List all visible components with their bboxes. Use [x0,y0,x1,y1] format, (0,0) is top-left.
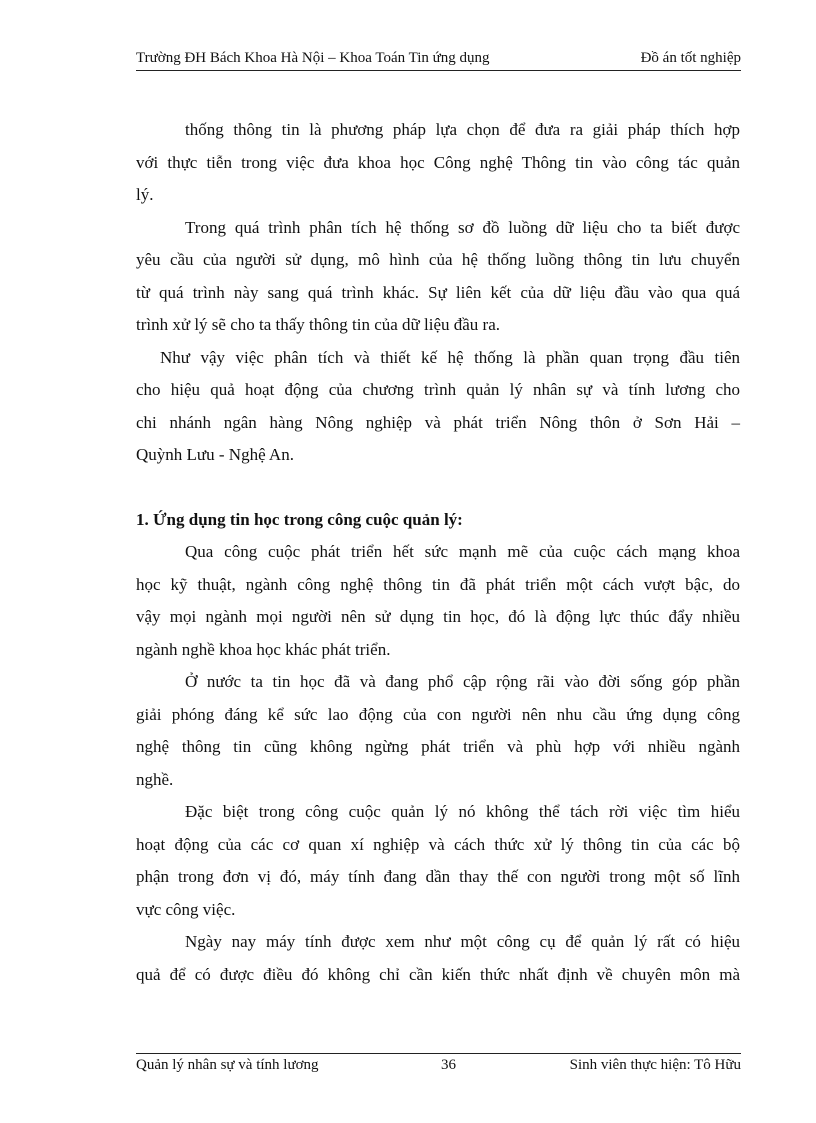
footer-thesis-title: Quản lý nhân sự và tính lương [136,1057,319,1073]
text-line: Trong quá trình phân tích hệ thống sơ đồ luồng dữ liệu cho ta biết được [185,217,740,237]
text-line: nghề. [136,769,174,789]
text-line: quả để có được điều đó không chỉ cần kiến thức nhất định về chuyên môn mà [136,964,740,984]
page-header [136,48,741,71]
text-line: nghệ thông tin cũng không ngừng phát triển và phù hợp với nhiều ngành [136,737,740,756]
text-line: ngành nghề khoa học khác phát triển. [136,639,391,659]
text-line: yêu cầu của người sử dụng, mô hình của hệ thống luồng thông tin lưu chuyển [136,250,740,269]
section-paragraph-3 [136,796,740,926]
page-number: 36 [441,1057,456,1073]
section-heading: 1. Ứng dụng tin học trong công cuộc quản lý: [136,509,463,529]
text-line: vậy mọi ngành mọi người nên sử dụng tin học, đó là động lực thúc đẩy nhiều [136,607,740,626]
text-line: giải phóng đáng kể sức lao động của con người nên nhu cầu ứng dụng công [136,704,740,724]
text-line: chi nhánh ngân hàng Nông nghiệp và phát triển Nông thôn ở Sơn Hải – [136,412,740,432]
header-institution: Trường ĐH Bách Khoa Hà Nội – Khoa Toán Tin ứng dụng [136,50,490,66]
document-body [136,114,740,991]
text-line: Ở nước ta tin học đã và đang phổ cập rộng rãi vào đời sống góp phần [185,672,740,691]
text-line: thống thông tin là phương pháp lựa chọn để đưa ra giải pháp thích hợp [185,120,740,139]
text-line: Quỳnh Lưu - Nghệ An. [136,445,294,464]
section-paragraph-2 [136,666,740,796]
text-line: phận trong đơn vị đó, máy tính đang dần thay thế con người trong một số lĩnh [136,867,740,886]
text-line: hoạt động của các cơ quan xí nghiệp và cách thức xử lý thông tin của các bộ [136,834,740,854]
text-line: với thực tiễn trong việc đưa khoa học Công nghệ Thông tin vào công tác quản [136,152,740,172]
text-line: học kỹ thuật, ngành công nghệ thông tin đã phát triển một cách vượt bậc, do [136,574,740,594]
section-paragraph-1 [136,536,740,666]
text-line: lý. [136,185,154,204]
text-line: cho hiệu quả hoạt động của chương trình quản lý nhân sự và tính lương cho [136,380,740,399]
section-paragraph-4 [136,926,740,991]
text-line: từ quá trình này sang quá trình khác. Sự liên kết của dữ liệu đầu vào qua quá [136,282,740,302]
text-line: Đặc biệt trong công cuộc quản lý nó không thể tách rời việc tìm hiểu [185,802,740,821]
section-spacer [136,472,740,504]
footer-author: Sinh viên thực hiện: Tô Hữu [569,1057,741,1073]
intro-paragraph-1 [136,114,740,212]
text-line: Qua công cuộc phát triển hết sức mạnh mẽ của cuộc cách mạng khoa [185,542,740,561]
intro-paragraph-2 [136,212,740,342]
text-line: vực công việc. [136,899,236,919]
text-line: trình xử lý sẽ cho ta thấy thông tin của dữ liệu đầu ra. [136,315,501,334]
text-line: Như vậy việc phân tích và thiết kế hệ thống là phần quan trọng đầu tiên [160,347,740,367]
intro-paragraph-3 [136,342,740,472]
header-doc-type: Đồ án tốt nghiệp [640,50,741,66]
text-line: Ngày nay máy tính được xem như một công cụ để quản lý rất có hiệu [185,932,740,951]
page-footer [136,1053,741,1078]
